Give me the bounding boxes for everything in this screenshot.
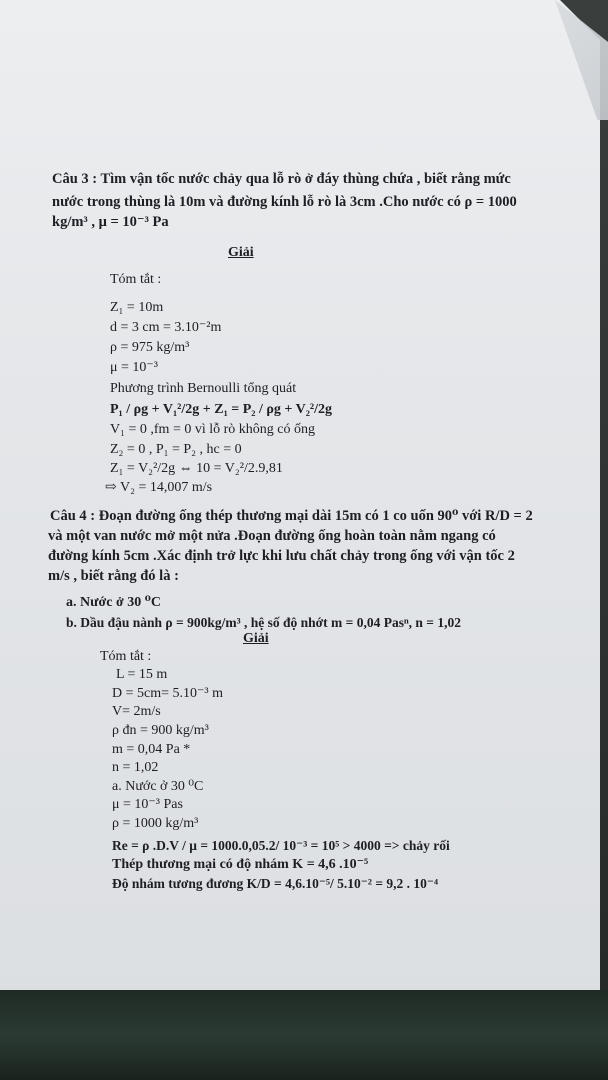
q3-line-1: Câu 3 : Tìm vận tốc nước chảy qua lỗ rò ở đáy thùng chứa , biết rằng mức	[52, 171, 511, 187]
q4-line-2: và một van nước mở một nửa .Đoạn đường ống hoàn toàn nằm ngang có	[48, 528, 496, 544]
q4-summary-label: Tóm tắt :	[100, 649, 152, 664]
q3-result: ⇨ V₂ = 14,007 m/s	[105, 480, 213, 495]
q3-step: Z₂ = 0 , P₁ = P₂ , hc = 0	[110, 442, 242, 457]
q4-step: L = 15 m	[116, 667, 168, 682]
q3-step: P₁ / ρg + V₁²/2g + Z₁ = P₂ / ρg + V₂²/2g	[110, 402, 332, 417]
q4-relative-roughness: Độ nhám tương đương K/D = 4,6.10⁻⁵/ 5.10⁻² = 9,2 . 10⁻⁴	[112, 876, 439, 891]
q4-line-3: đường kính 5cm .Xác định trở lực khi lưu chất chảy trong ống với vận tốc 2	[48, 548, 515, 564]
q3-step: V₁ = 0 ,fm = 0 vì lỗ rò không có ống	[110, 422, 315, 437]
q4-roughness: Thép thương mại có độ nhám K = 4,6 .10⁻⁵	[112, 857, 369, 872]
q4-line-1: Câu 4 : Đoạn đường ống thép thương mại dài 15m có 1 co uốn 90⁰ với R/D = 2	[50, 508, 533, 524]
q3-step: Z₁ = V₂²/2g ⇔ 10 = V₂²/2.9,81	[110, 461, 283, 476]
q3-step: μ = 10⁻³	[110, 360, 158, 375]
q4-step: m = 0,04 Pa *	[112, 742, 191, 757]
q4-step: V= 2m/s	[112, 704, 161, 719]
q4-step: ρ = 1000 kg/m³	[112, 816, 199, 831]
q4-step: ρ đn = 900 kg/m³	[112, 723, 209, 738]
q3-line-3: kg/m³ , μ = 10⁻³ Pa	[52, 214, 169, 230]
q4-reynolds: Re = ρ .D.V / μ = 1000.0,05.2/ 10⁻³ = 10⁵ > 4000 => chảy rối	[112, 838, 450, 853]
q3-step: Z₁ = 10m	[110, 300, 164, 315]
q4-option-a: a. Nước ở 30 ⁰C	[66, 595, 161, 610]
q4-heading: Giải	[243, 631, 269, 646]
q3-heading: Giải	[228, 245, 254, 260]
q4-line-4: m/s , biết rằng đó là :	[48, 568, 179, 584]
q3-step: d = 3 cm = 3.10⁻²m	[110, 320, 222, 335]
q3-line-2: nước trong thùng là 10m và đường kính lỗ rò là 3cm .Cho nước có ρ = 1000	[52, 194, 517, 210]
q4-step: n = 1,02	[112, 760, 159, 775]
q3-summary-label: Tóm tắt :	[110, 272, 162, 287]
q3-step: Phương trình Bernoulli tổng quát	[110, 381, 297, 396]
q3-step: ρ = 975 kg/m³	[110, 340, 190, 355]
q4-step: D = 5cm= 5.10⁻³ m	[112, 686, 223, 701]
table-surface	[0, 990, 608, 1080]
q4-option-b: b. Dầu đậu nành ρ = 900kg/m³ , hệ số độ nhớt m = 0,04 Pasⁿ, n = 1,02	[66, 615, 461, 630]
q4-step: a. Nước ở 30 ⁰C	[112, 779, 204, 794]
q4-step: μ = 10⁻³ Pas	[112, 797, 183, 812]
